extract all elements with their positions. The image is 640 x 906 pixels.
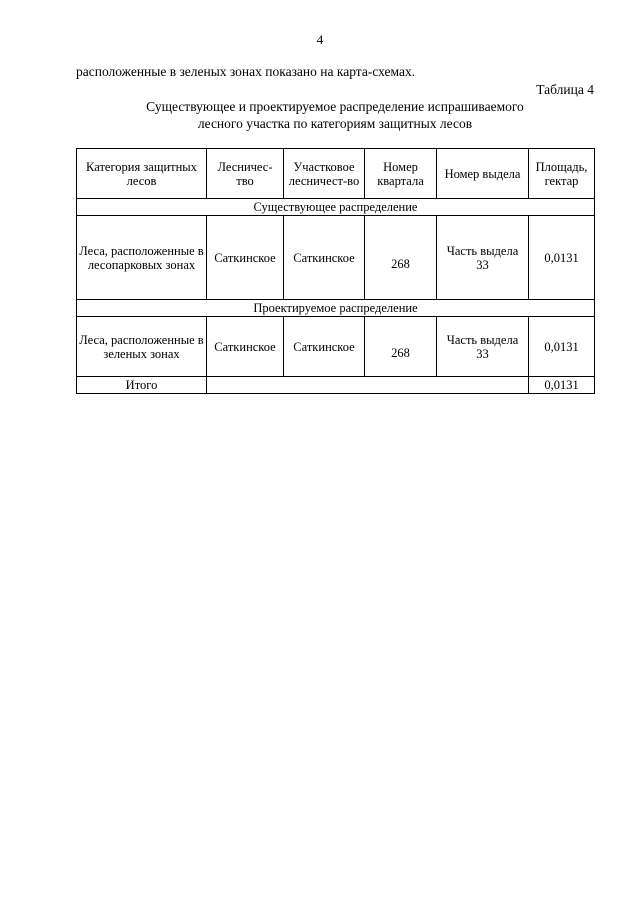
header-category: Категория защитных лесов: [77, 149, 207, 199]
cell-category: Леса, расположенные в зеленых зонах: [77, 317, 207, 377]
cell-district-forestry: Саткинское: [284, 317, 365, 377]
table-caption: [76, 98, 594, 132]
header-allotment: Номер выдела: [437, 149, 529, 199]
total-label: Итого: [77, 377, 207, 394]
total-row: [77, 377, 595, 394]
cell-area: 0,0131: [529, 317, 595, 377]
table-label: Таблица 4: [536, 82, 594, 97]
section-row-projected: [77, 300, 595, 317]
cell-allotment: Часть выдела 33: [437, 317, 529, 377]
cell-quarter: 268: [365, 216, 437, 300]
section-existing-label: Существующее распределение: [77, 199, 595, 216]
page-number: 4: [316, 32, 324, 47]
cell-area: 0,0131: [529, 216, 595, 300]
table-header-row: [77, 149, 595, 199]
total-area: 0,0131: [529, 377, 595, 394]
table-row: [77, 216, 595, 300]
total-empty-cell: [207, 377, 529, 394]
caption-line-2: лесного участка по категориям защитных лесов: [197, 116, 473, 131]
cell-forestry: Саткинское: [207, 216, 284, 300]
header-district-forestry: Участковое лесничест-во: [284, 149, 365, 199]
cell-allotment: Часть выдела 33: [437, 216, 529, 300]
header-area: Площадь, гектар: [529, 149, 595, 199]
cell-district-forestry: Саткинское: [284, 216, 365, 300]
forest-distribution-table: [76, 148, 595, 394]
section-projected-label: Проектируемое распределение: [77, 300, 595, 317]
table-row: [77, 317, 595, 377]
cell-category: Леса, расположенные в лесопарковых зонах: [77, 216, 207, 300]
header-forestry: Лесничес-тво: [207, 149, 284, 199]
intro-text: расположенные в зеленых зонах показано на карта-схемах.: [76, 64, 416, 79]
header-quarter: Номер квартала: [365, 149, 437, 199]
section-row-existing: [77, 199, 595, 216]
caption-line-1: Существующее и проектируемое распределение испрашиваемого: [146, 99, 524, 114]
cell-forestry: Саткинское: [207, 317, 284, 377]
cell-quarter: 268: [365, 317, 437, 377]
